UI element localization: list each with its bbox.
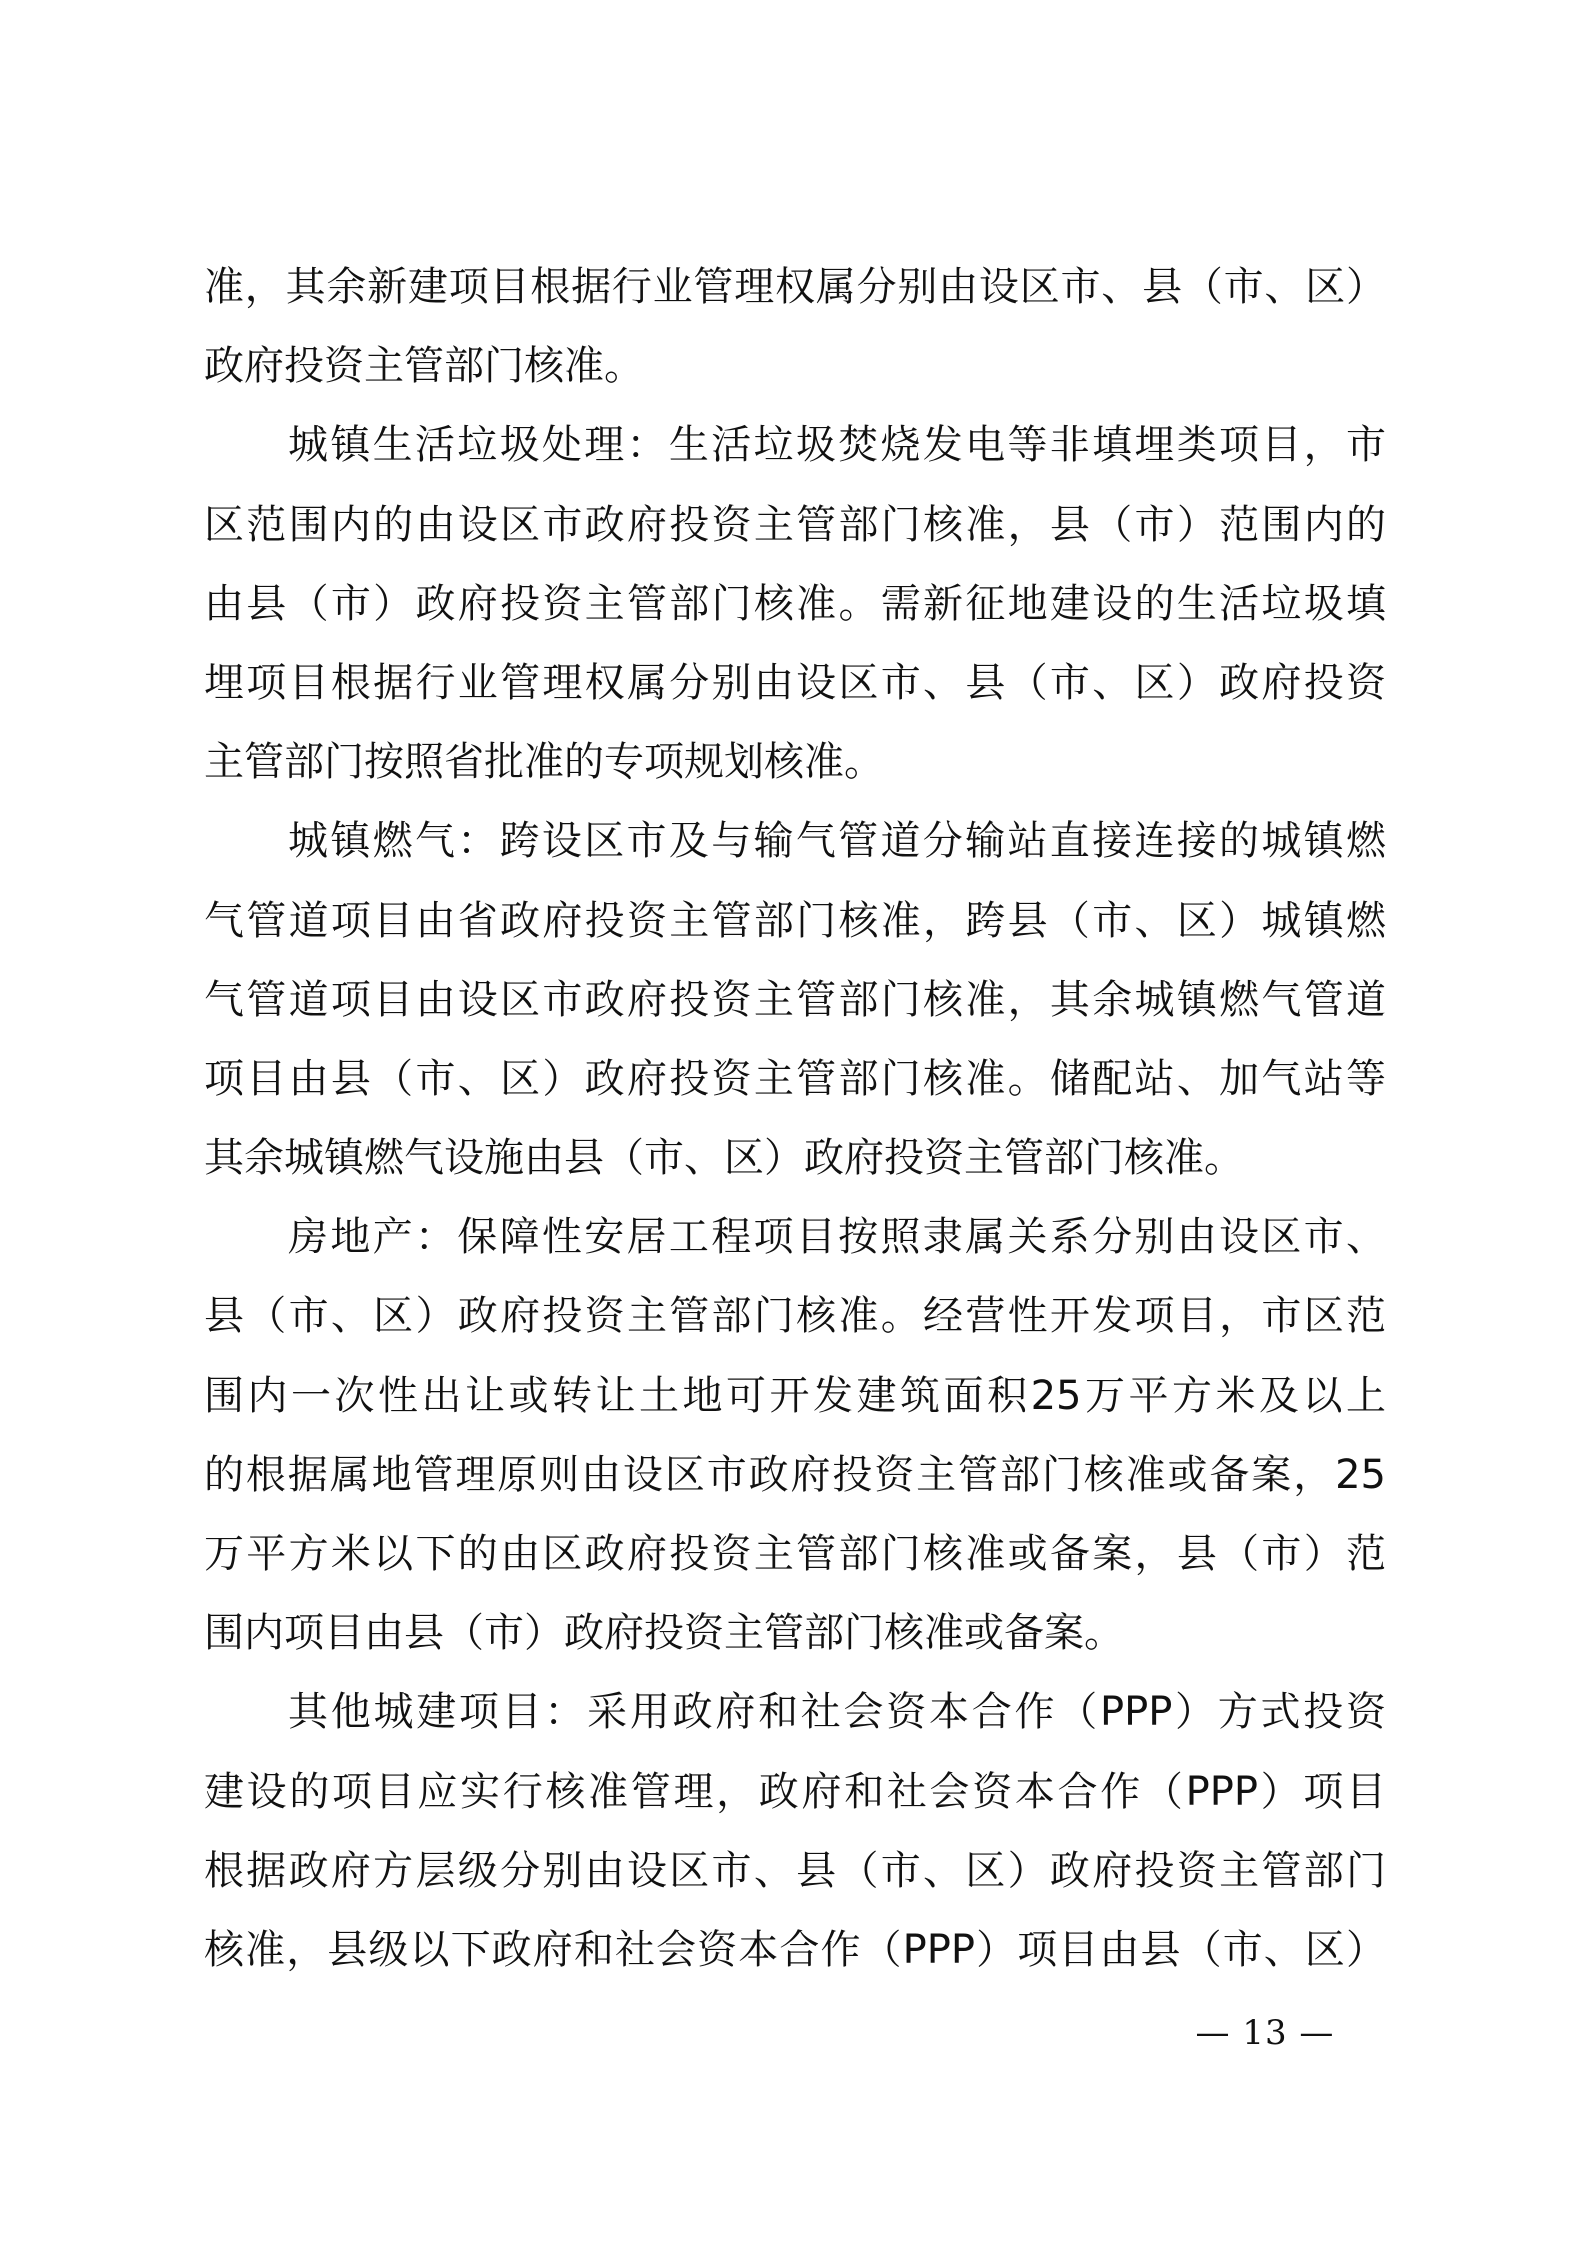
text-line: 城镇燃气：跨设区市及与输气管道分输站直接连接的城镇燃 (288, 818, 1386, 865)
text-line: 房地产：保障性安居工程项目按照隶属关系分别由设区市、 (288, 1214, 1386, 1261)
text-line: 项目由县（市、区）政府投资主管部门核准。储配站、加气站等 (204, 1055, 1386, 1102)
text-line: 由县（市）政府投资主管部门核准。需新征地建设的生活垃圾填 (204, 580, 1386, 627)
text-line: 建设的项目应实行核准管理，政府和社会资本合作（PPP）项目 (204, 1768, 1386, 1815)
paragraph (204, 802, 1386, 1198)
text-line: 的根据属地管理原则由设区市政府投资主管部门核准或备案，25 (204, 1451, 1386, 1498)
text-line: 区范围内的由设区市政府投资主管部门核准，县（市）范围内的 (204, 501, 1386, 548)
text-line: 核准，县级以下政府和社会资本合作（PPP）项目由县（市、区） (204, 1926, 1386, 1973)
text-line: 气管道项目由省政府投资主管部门核准，跨县（市、区）城镇燃 (204, 897, 1386, 944)
paragraph (204, 1673, 1386, 1990)
text-line: 其他城建项目：采用政府和社会资本合作（PPP）方式投资 (288, 1689, 1386, 1736)
paragraph (204, 248, 1386, 406)
text-line: 万平方米以下的由区政府投资主管部门核准或备案，县（市）范 (204, 1531, 1386, 1577)
text-line: 气管道项目由设区市政府投资主管部门核准，其余城镇燃气管道 (204, 976, 1386, 1023)
body-text (204, 248, 1386, 1990)
text-line: 县（市、区）政府投资主管部门核准。经营性开发项目，市区范 (204, 1293, 1386, 1340)
paragraph (204, 406, 1386, 802)
page-number: — 13 — (1195, 2013, 1335, 2053)
text-line: 围内项目由县（市）政府投资主管部门核准或备案。 (204, 1610, 1124, 1657)
text-line: 埋项目根据行业管理权属分别由设区市、县（市、区）政府投资 (204, 659, 1386, 706)
text-line: 政府投资主管部门核准。 (204, 343, 644, 390)
text-line: 根据政府方层级分别由设区市、县（市、区）政府投资主管部门 (204, 1847, 1386, 1894)
text-line: 主管部门按照省批准的专项规划核准。 (204, 739, 884, 786)
text-line: 其余城镇燃气设施由县（市、区）政府投资主管部门核准。 (204, 1135, 1244, 1182)
paragraph (204, 1198, 1386, 1673)
text-line: 准，其余新建项目根据行业管理权属分别由设区市、县（市、区） (204, 264, 1386, 310)
text-line: 城镇生活垃圾处理：生活垃圾焚烧发电等非填埋类项目，市 (288, 422, 1386, 469)
text-line: 围内一次性出让或转让土地可开发建筑面积25万平方米及以上 (204, 1372, 1386, 1419)
